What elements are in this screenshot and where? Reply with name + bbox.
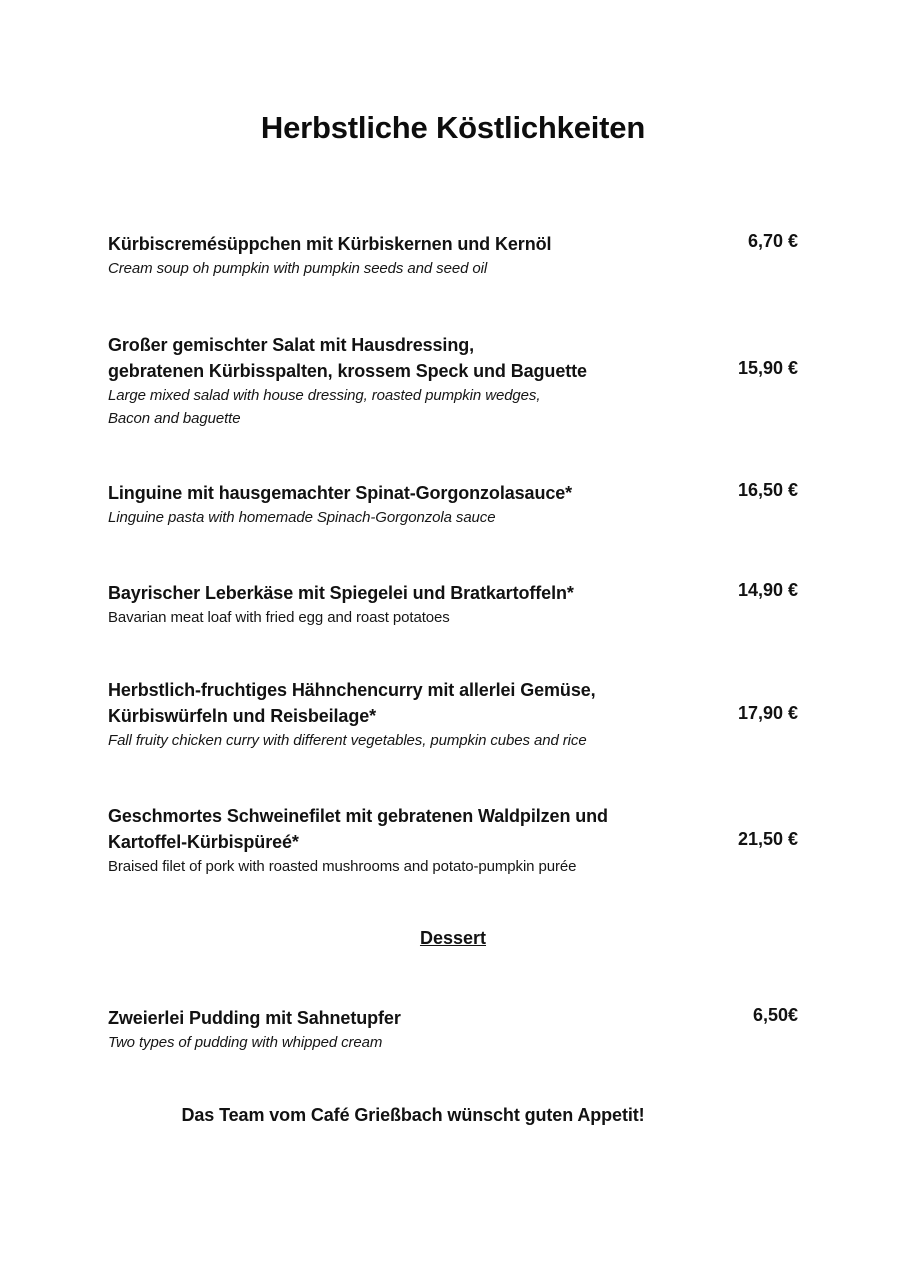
item-name-line: Bayrischer Leberkäse mit Spiegelei und Bratkartoffeln*: [108, 583, 574, 603]
menu-item: [108, 480, 798, 529]
item-description-line: Bacon and baguette: [108, 410, 241, 427]
item-name: [108, 1005, 668, 1031]
item-price: 14,90 €: [737, 580, 798, 600]
item-price: 6,70 €: [747, 231, 798, 251]
closing-message: Das Team vom Café Grießbach wünscht guten Appetit!: [181, 1105, 645, 1125]
item-name: [108, 803, 668, 855]
item-name-line: Linguine mit hausgemachter Spinat-Gorgonzolasauce*: [108, 483, 573, 503]
item-name-line: Kartoffel-Kürbispüreé*: [108, 832, 299, 852]
item-description-line: Linguine pasta with homemade Spinach-Gorgonzola sauce: [108, 509, 496, 526]
menu-item: [108, 231, 798, 280]
item-name-line: Herbstlich-fruchtiges Hähnchencurry mit allerlei Gemüse,: [108, 680, 596, 700]
menu-item: [108, 580, 798, 629]
item-description-line: Cream soup oh pumpkin with pumpkin seeds and seed oil: [108, 260, 488, 277]
menu-item: [108, 677, 798, 752]
item-description-line: Large mixed salad with house dressing, roasted pumpkin wedges,: [108, 387, 541, 404]
item-description: [108, 384, 688, 430]
item-description: [108, 506, 688, 529]
item-description: [108, 1031, 688, 1054]
item-description: [108, 855, 688, 878]
menu-title: Herbstliche Köstlichkeiten: [260, 110, 646, 145]
item-description-line: Braised filet of pork with roasted mushrooms and potato-pumpkin purée: [108, 858, 577, 875]
item-name: [108, 332, 668, 384]
item-name-line: Kürbiscremésüppchen mit Kürbiskernen und Kernöl: [108, 234, 552, 254]
item-name-line: Geschmortes Schweinefilet mit gebratenen Waldpilzen und: [108, 806, 608, 826]
item-price: 21,50 €: [737, 829, 798, 849]
item-name-line: Großer gemischter Salat mit Hausdressing,: [108, 335, 475, 355]
item-price: 17,90 €: [737, 703, 798, 723]
menu-item: [108, 803, 798, 878]
dessert-item: [108, 1005, 798, 1054]
item-description-line: Bavarian meat loaf with fried egg and roast potatoes: [108, 609, 450, 626]
item-name: [108, 580, 668, 606]
item-description: [108, 606, 688, 629]
dessert-heading: Dessert: [419, 928, 487, 948]
item-price: 16,50 €: [737, 480, 798, 500]
item-description: [108, 729, 688, 752]
item-price: 6,50€: [752, 1005, 798, 1025]
item-description: [108, 257, 688, 280]
item-description-line: Fall fruity chicken curry with different vegetables, pumpkin cubes and rice: [108, 732, 587, 749]
item-name-line: Kürbiswürfeln und Reisbeilage*: [108, 706, 377, 726]
item-name-line: Zweierlei Pudding mit Sahnetupfer: [108, 1008, 401, 1028]
item-name: [108, 480, 668, 506]
item-name: [108, 677, 668, 729]
item-price: 15,90 €: [737, 358, 798, 378]
item-name: [108, 231, 668, 257]
item-name-line: gebratenen Kürbisspalten, krossem Speck und Baguette: [108, 361, 587, 381]
item-description-line: Two types of pudding with whipped cream: [108, 1034, 383, 1051]
menu-item: [108, 332, 798, 430]
